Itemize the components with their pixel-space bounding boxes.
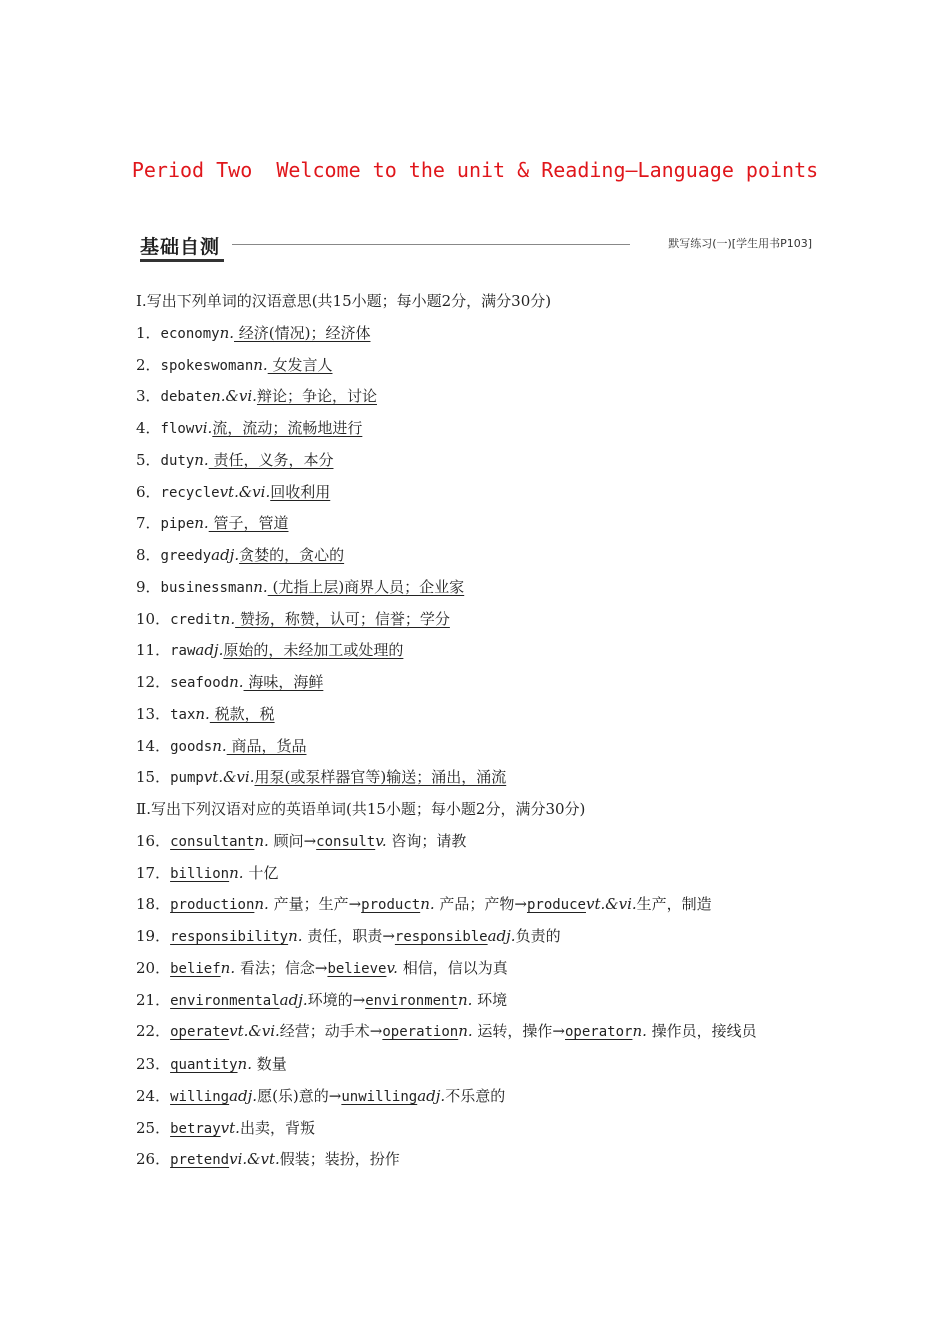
section1-heading: Ⅰ.写出下列单词的汉语意思(共15小题；每小题2分，满分30分) (136, 292, 552, 310)
item-answer: consult (316, 833, 376, 850)
list-item (136, 572, 816, 604)
list-item (136, 318, 816, 350)
item-meaning: 环境 (472, 990, 508, 1009)
list-item (136, 921, 816, 953)
item-pos: adj. (487, 927, 516, 945)
item-pos: n. (195, 704, 210, 723)
item-number: 12． (136, 673, 171, 691)
item-meaning: 顾问→ (268, 831, 317, 850)
item-pos: v. (375, 831, 387, 850)
item-answer: (尤指上层)商界人员；企业家 (267, 577, 465, 596)
list-item (136, 667, 816, 699)
item-answer: 贪婪的，贪心的 (239, 546, 345, 564)
item-answer: operation (382, 1024, 459, 1041)
item-answer: operate (170, 1024, 230, 1041)
item-number: 2． (136, 355, 161, 374)
list-item (136, 731, 816, 763)
item-number: 18． (136, 895, 171, 914)
list-item (136, 445, 816, 477)
list-item (136, 508, 816, 540)
item-meaning: 负责的 (515, 927, 561, 945)
item-pos: adj. (279, 990, 308, 1009)
item-number: 13． (136, 704, 171, 723)
item-number: 11． (136, 641, 171, 660)
list-item (136, 604, 816, 636)
item-answer: 女发言人 (267, 355, 333, 374)
item-answer: production (170, 897, 255, 914)
item-pos: n. (420, 895, 435, 914)
item-meaning: 产品；产物→ (434, 895, 527, 914)
item-answer: 回收利用 (270, 482, 331, 501)
item-meaning: 操作员，接线员 (646, 1022, 757, 1041)
item-meaning: 生产，制造 (636, 895, 712, 914)
item-word: businessman (160, 579, 254, 596)
item-word: debate (160, 389, 212, 406)
item-pos: n. (219, 323, 234, 342)
item-word: credit (170, 611, 221, 628)
item-number: 10． (136, 609, 171, 628)
list-item (136, 953, 816, 985)
item-number: 20． (136, 958, 171, 977)
item-number: 26． (136, 1150, 171, 1169)
item-pos: adj. (229, 1086, 258, 1105)
item-number: 19． (136, 927, 171, 945)
item-pos: n. (194, 450, 209, 469)
item-number: 23． (136, 1055, 171, 1073)
list-item (136, 413, 816, 445)
item-answer: 原始的，未经加工或处理的 (223, 641, 404, 660)
item-pos: vi. (194, 419, 213, 437)
item-answer: consultant (170, 833, 255, 850)
list-item (136, 699, 816, 731)
item-answer: responsibility (170, 929, 289, 945)
item-answer: belief (170, 960, 221, 977)
item-number: 16． (136, 831, 171, 850)
item-number: 14． (136, 736, 171, 755)
item-answer: believe (327, 960, 387, 977)
item-word: seafood (170, 675, 230, 691)
item-answer: quantity (170, 1057, 238, 1073)
item-answer: environment (365, 992, 458, 1009)
item-word: economy (160, 325, 220, 342)
item-pos: n. (220, 958, 236, 977)
item-meaning: 运转，操作→ (472, 1022, 565, 1041)
item-number: 1． (136, 323, 161, 342)
item-number: 17． (136, 863, 171, 882)
item-number: 25． (136, 1118, 171, 1137)
item-answer: billion (170, 865, 230, 882)
item-pos: n. (237, 1055, 252, 1073)
item-pos: adj. (211, 546, 240, 564)
item-pos: n. (229, 863, 244, 882)
item-number: 5． (136, 450, 161, 469)
item-answer: 商品，货品 (226, 736, 307, 755)
item-meaning: 产量；生产→ (268, 895, 362, 914)
list-item (136, 381, 816, 413)
item-pos: n. (253, 355, 268, 374)
list-item (136, 477, 816, 509)
item-word: greedy (160, 548, 212, 564)
item-number: 4． (136, 419, 161, 437)
item-pos: n. (254, 895, 269, 914)
item-answer: 赞扬，称赞，认可；信誉；学分 (235, 609, 450, 628)
item-pos: vt.&vi. (203, 768, 255, 787)
item-answer: environmental (170, 992, 280, 1009)
item-pos: n. (254, 831, 269, 850)
list-item (136, 635, 816, 667)
list-item (136, 889, 816, 921)
item-meaning: 责任，职责→ (302, 927, 395, 945)
item-meaning: 咨询；请教 (386, 831, 467, 850)
item-meaning: 数量 (251, 1055, 287, 1073)
item-pos: vt. (220, 1118, 240, 1137)
item-number: 6． (136, 482, 161, 501)
item-answer: 经济(情况)；经济体 (234, 323, 371, 342)
item-number: 7． (136, 514, 161, 533)
item-meaning: 假装；装扮，扮作 (279, 1150, 400, 1169)
list-item (136, 1049, 816, 1081)
item-pos: n. (253, 577, 268, 596)
item-number: 3． (136, 387, 161, 406)
item-word: goods (170, 738, 213, 755)
item-answer: betray (170, 1120, 221, 1137)
section1-list (136, 318, 816, 794)
item-word: pump (170, 770, 204, 787)
item-meaning: 十亿 (243, 863, 279, 882)
item-answer: product (361, 897, 421, 914)
item-pos: adj. (195, 641, 224, 660)
item-meaning: 看法；信念→ (235, 958, 328, 977)
section2-list (136, 826, 816, 1176)
item-pos: n. (229, 673, 244, 691)
item-answer: 流，流动；流畅地进行 (212, 419, 363, 437)
list-item (136, 985, 816, 1017)
item-word: duty (160, 452, 195, 469)
item-answer: 管子，管道 (208, 514, 289, 533)
item-number: 15． (136, 768, 171, 787)
list-item (136, 1016, 816, 1049)
item-pos: n. (212, 736, 227, 755)
item-meaning: 愿(乐)意的→ (257, 1086, 342, 1105)
item-pos: n. (220, 609, 236, 628)
item-pos: n.&vi. (211, 387, 257, 406)
item-answer: 用泵(或泵样器官等)输送；涌出，涌流 (254, 768, 507, 787)
item-answer: 税款，税 (209, 704, 275, 723)
item-answer: operator (565, 1024, 633, 1041)
item-number: 9． (136, 577, 161, 596)
list-item (136, 540, 816, 572)
item-pos: n. (194, 514, 209, 533)
item-answer: 责任，义务，本分 (208, 450, 334, 469)
banner-underbar (140, 259, 224, 262)
item-meaning: 经营；动手术→ (279, 1022, 383, 1041)
list-item (136, 1113, 816, 1145)
section-banner (140, 232, 812, 264)
item-answer: produce (526, 897, 586, 914)
list-item (136, 350, 816, 382)
list-item (136, 826, 816, 858)
item-word: raw (170, 643, 196, 660)
list-item (136, 858, 816, 890)
exercise-content (136, 286, 816, 1176)
item-word: tax (170, 706, 196, 723)
item-pos: vi.&vt. (229, 1150, 280, 1169)
item-pos: n. (458, 1022, 473, 1041)
item-word: recycle (160, 484, 220, 501)
banner-divider (232, 244, 630, 245)
section2-heading: Ⅱ.写出下列汉语对应的英语单词(共15小题；每小题2分，满分30分) (136, 800, 586, 818)
item-answer: pretend (170, 1152, 230, 1169)
item-answer: responsible (394, 929, 488, 945)
list-item (136, 1144, 816, 1176)
item-pos: n. (632, 1022, 647, 1041)
item-meaning: 不乐意的 (445, 1086, 506, 1105)
item-meaning: 环境的→ (307, 990, 366, 1009)
item-pos: vt.&vi. (229, 1022, 280, 1041)
item-pos: n. (457, 990, 473, 1009)
item-answer: willing (170, 1088, 230, 1105)
item-pos: n. (288, 927, 303, 945)
item-number: 24． (136, 1086, 171, 1105)
list-item (136, 762, 816, 794)
item-pos: vt.&vi. (219, 482, 271, 501)
banner-label: 基础自测 (140, 236, 221, 258)
item-word: pipe (160, 516, 195, 533)
item-number: 21． (136, 990, 171, 1009)
item-word: spokeswoman (160, 357, 254, 374)
item-pos: v. (386, 958, 398, 977)
item-word: flow (160, 421, 195, 437)
page-title: Period Two Welcome to the unit & Reading—Language points (131, 158, 819, 182)
item-answer: 海味，海鲜 (243, 673, 324, 691)
list-item (136, 1081, 816, 1113)
banner-reference: 默写练习(一)[学生用书P103] (668, 237, 812, 250)
item-pos: adj. (417, 1086, 446, 1105)
item-pos: vt.&vi. (585, 895, 637, 914)
item-meaning: 出卖，背叛 (239, 1118, 315, 1137)
item-meaning: 相信，信以为真 (397, 958, 508, 977)
item-answer: 辩论；争论，讨论 (256, 387, 377, 406)
item-number: 22． (136, 1022, 171, 1041)
item-answer: unwilling (341, 1088, 418, 1105)
item-number: 8． (136, 546, 161, 564)
